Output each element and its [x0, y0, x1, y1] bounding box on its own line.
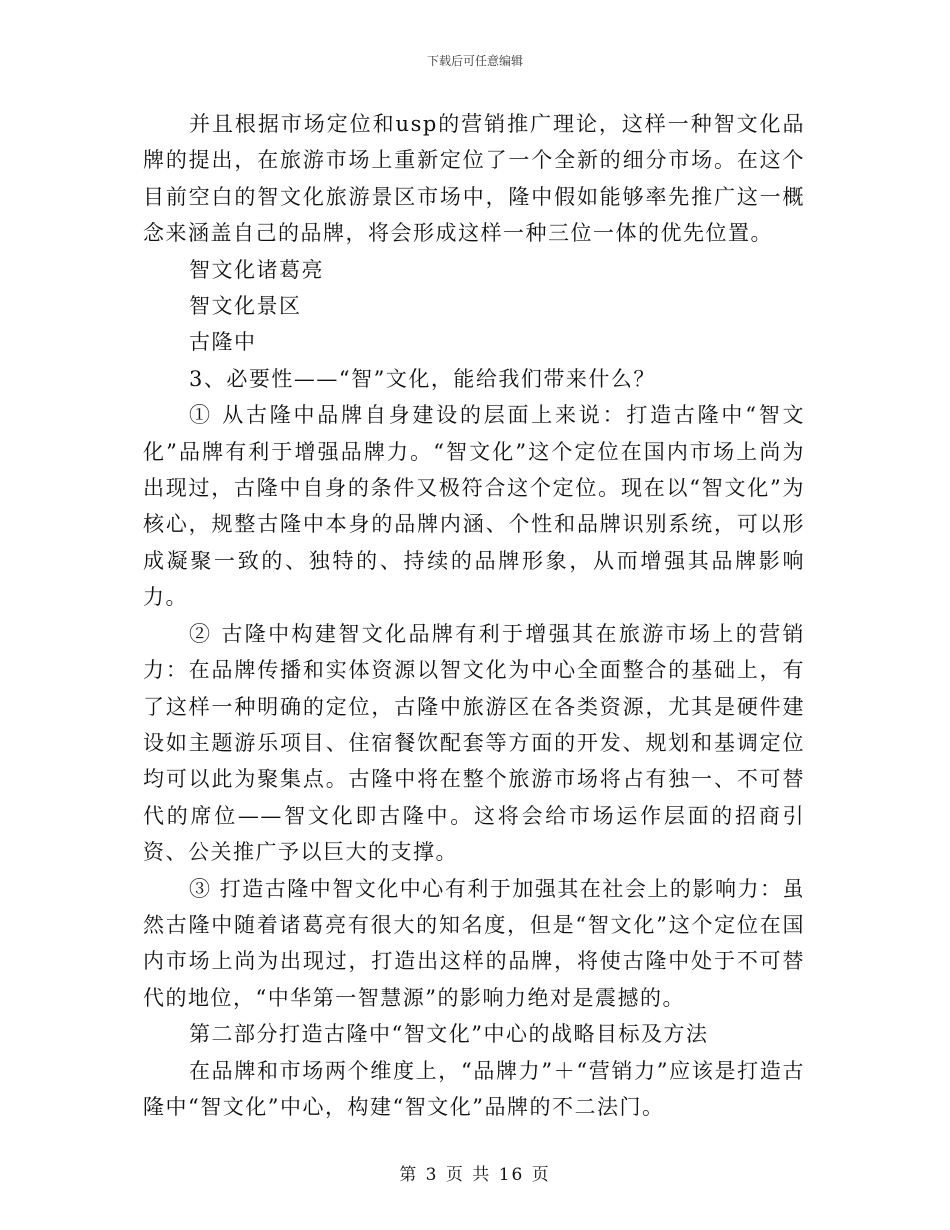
paragraph-closing: 在品牌和市场两个维度上，“品牌力”＋“营销力”应该是打造古隆中“智文化”中心，构建“智文化”品牌的不二法门。: [143, 1058, 805, 1119]
document-body: [143, 106, 805, 1125]
paragraph-3: 智文化景区: [189, 294, 302, 319]
page-header: 下载后可任意编辑: [426, 54, 523, 68]
section-heading-part-two: 第二部分打造古隆中“智文化”中心的战略目标及方法: [189, 1022, 709, 1047]
page-footer: 第 3 页 共 16 页: [399, 1165, 551, 1185]
paragraph-point-1: ① 从古隆中品牌自身建设的层面上来说：打造古隆中“智文化”品牌有利于增强品牌力。“智文化”这个定位在国内市场上尚为出现过，古隆中自身的条件又极符合这个定位。现在以“智文化”为核心，规整古隆中本身的品牌内涵、个性和品牌识别系统，可以形成凝聚一致的、独特的、持续的品牌形象，从而增强其品牌影响力。: [143, 403, 805, 610]
paragraph-2: 智文化诸葛亮: [189, 257, 324, 282]
section-heading-necessity: 3、必要性——“智”文化，能给我们带来什么？: [189, 366, 656, 391]
paragraph-point-2: ② 古隆中构建智文化品牌有利于增强其在旅游市场上的营销力：在品牌传播和实体资源以智文化为中心全面整合的基础上，有了这样一种明确的定位，古隆中旅游区在各类资源，尤其是硬件建设如主题游乐项目、住宿餐饮配套等方面的开发、规划和基调定位均可以此为聚集点。古隆中将在整个旅游市场将占有独一、不可替代的席位——智文化即古隆中。这将会给市场运作层面的招商引资、公关推广予以巨大的支撑。: [143, 621, 805, 865]
paragraph-4: 古隆中: [189, 330, 257, 355]
paragraph-point-3: ③ 打造古隆中智文化中心有利于加强其在社会上的影响力：虽然古隆中随着诸葛亮有很大的知名度，但是“智文化”这个定位在国内市场上尚为出现过，打造出这样的品牌，将使古隆中处于不可替代的地位，“中华第一智慧源”的影响力绝对是震撼的。: [143, 876, 805, 1010]
paragraph-1: 并且根据市场定位和usp的营销推广理论，这样一种智文化品牌的提出，在旅游市场上重新定位了一个全新的细分市场。在这个目前空白的智文化旅游景区市场中，隆中假如能够率先推广这一概念来涵盖自己的品牌，将会形成这样一种三位一体的优先位置。: [143, 112, 805, 246]
